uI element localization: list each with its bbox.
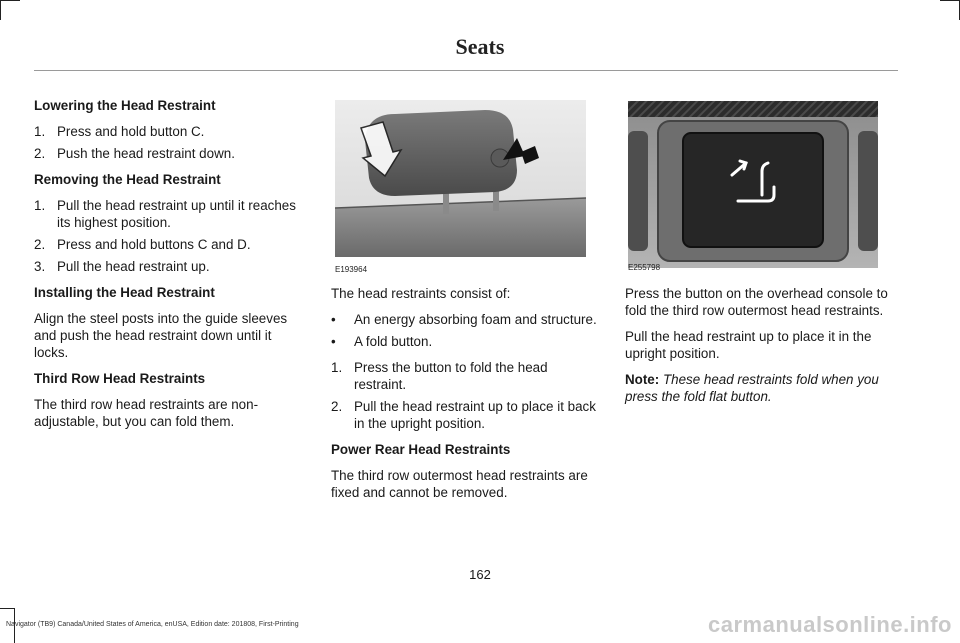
header-divider [34,70,898,71]
list-item: 3. Pull the head restraint up. [34,259,210,274]
column-middle [331,285,603,510]
crop-mark [0,608,14,609]
list-item: 2. Press and hold buttons C and D. [34,237,251,252]
list-item: 1. Press the button to fold the head restraint. [331,360,548,392]
heading-installing: Installing the Head Restraint [34,285,215,300]
list-item: 1. Pull the head restraint up until it reaches its highest position. [34,198,296,230]
heading-removing: Removing the Head Restraint [34,172,221,187]
head-restraint-illustration [335,100,586,257]
page-title: Seats [455,34,505,59]
paragraph: The third row outermost head restraints are fixed and cannot be removed. [331,468,588,500]
paragraph: Pull the head restraint up to place it in the upright position. [625,329,872,361]
paragraph: The head restraints consist of: [331,286,511,301]
watermark: carmanualsonline.info [708,612,952,637]
bullet-item: • An energy absorbing foam and structure. [331,312,597,327]
crop-mark [0,0,1,20]
heading-lowering: Lowering the Head Restraint [34,98,216,113]
crop-mark [0,0,20,1]
list-item: 2. Push the head restraint down. [34,146,235,161]
list-item: 2. Pull the head restraint up to place it back in the upright position. [331,399,596,431]
paragraph: Align the steel posts into the guide sleeves and push the head restraint down until it locks. [34,311,288,360]
bullet-item: • A fold button. [331,334,433,349]
note [625,371,897,405]
paragraph: The third row head restraints are non-adjustable, but you can fold them. [34,397,259,429]
figure-code: E193964 [335,265,368,274]
column-left [34,97,306,439]
note-text: These head restraints fold when you press the fold flat button. [625,372,879,404]
overhead-console-illustration [628,101,878,268]
page-number: 162 [469,567,491,582]
crop-mark [940,0,960,1]
heading-power-rear: Power Rear Head Restraints [331,442,511,457]
figure-code: E255798 [628,263,661,272]
fold-button-figure [628,101,878,268]
note-label: Note: [625,372,660,387]
paragraph: Press the button on the overhead console to fold the third row outermost head restraints. [625,286,888,318]
heading-third-row: Third Row Head Restraints [34,371,206,386]
list-item: 1. Press and hold button C. [34,124,205,139]
head-restraint-figure [335,100,586,257]
column-right [625,285,897,414]
footer-edition: Navigator (TB9) Canada/United States of America, enUSA, Edition date: 201808, First-Printing [6,621,299,628]
